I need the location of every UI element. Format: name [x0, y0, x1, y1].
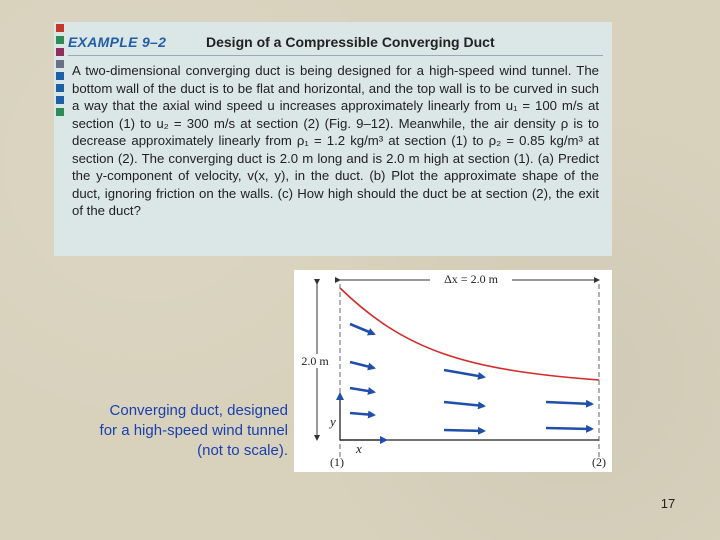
bullet-marker	[56, 96, 64, 104]
bullet-marker	[56, 24, 64, 32]
caption-line: (not to scale).	[197, 442, 288, 459]
x-axis-label: x	[356, 441, 362, 456]
example-box	[54, 22, 612, 256]
velocity-arrow	[350, 324, 374, 334]
bullet-marker	[56, 84, 64, 92]
page-number: 17	[660, 496, 676, 511]
velocity-arrow	[546, 402, 592, 404]
velocity-arrow	[444, 402, 484, 406]
top-wall-curve	[340, 288, 599, 380]
bullet-marker	[56, 72, 64, 80]
velocity-arrow	[350, 413, 374, 415]
example-body: A two-dimensional converging duct is being designed for a high-speed wind tunnel. The bottom wall of the duct is to be flat and horizontal, and the top wall is to be curved in such a way that the axial wind speed u increases approximately linearly from u₁ = 100 m/s at section (1) to u₂ = 300 m/s at section (2) (Fig. 9–12). Meanwhile, the air density ρ is to decrease approximately linearly from ρ₁ = 1.2 kg/m³ at section (1) to ρ₂ = 0.85 kg/m³ at section (2). The converging duct is 2.0 m long and is 2.0 m high at section (1). (a) Predict the y-component of velocity, v(x, y), in the duct. (b) Plot the approximate shape of the duct, ignoring friction on the walls. (c) How high should the duct be at section (2), the exit of the duct?	[72, 63, 599, 218]
example-title: Design of a Compressible Converging Duct	[206, 34, 495, 50]
y-axis-label: y	[330, 414, 336, 429]
length-label: Δx = 2.0 m	[444, 272, 498, 286]
velocity-arrow	[350, 362, 374, 368]
velocity-arrow	[444, 370, 484, 377]
figure-caption	[40, 401, 288, 461]
section-1-label: (1)	[330, 455, 344, 469]
velocity-arrow	[444, 430, 484, 431]
section-2-label: (2)	[592, 455, 606, 469]
height-label: 2.0 m	[301, 354, 329, 368]
caption-line: Converging duct, designed	[109, 402, 288, 419]
bullet-marker	[56, 48, 64, 56]
title-divider	[68, 55, 603, 56]
caption-line: for a high-speed wind tunnel	[99, 422, 288, 439]
bullet-markers	[56, 24, 66, 120]
duct-figure	[294, 270, 612, 472]
duct-diagram	[294, 270, 612, 472]
example-label: EXAMPLE 9–2	[68, 34, 167, 50]
velocity-arrow	[546, 428, 592, 429]
velocity-arrow	[350, 388, 374, 392]
bullet-marker	[56, 36, 64, 44]
bullet-marker	[56, 108, 64, 116]
bullet-marker	[56, 60, 64, 68]
